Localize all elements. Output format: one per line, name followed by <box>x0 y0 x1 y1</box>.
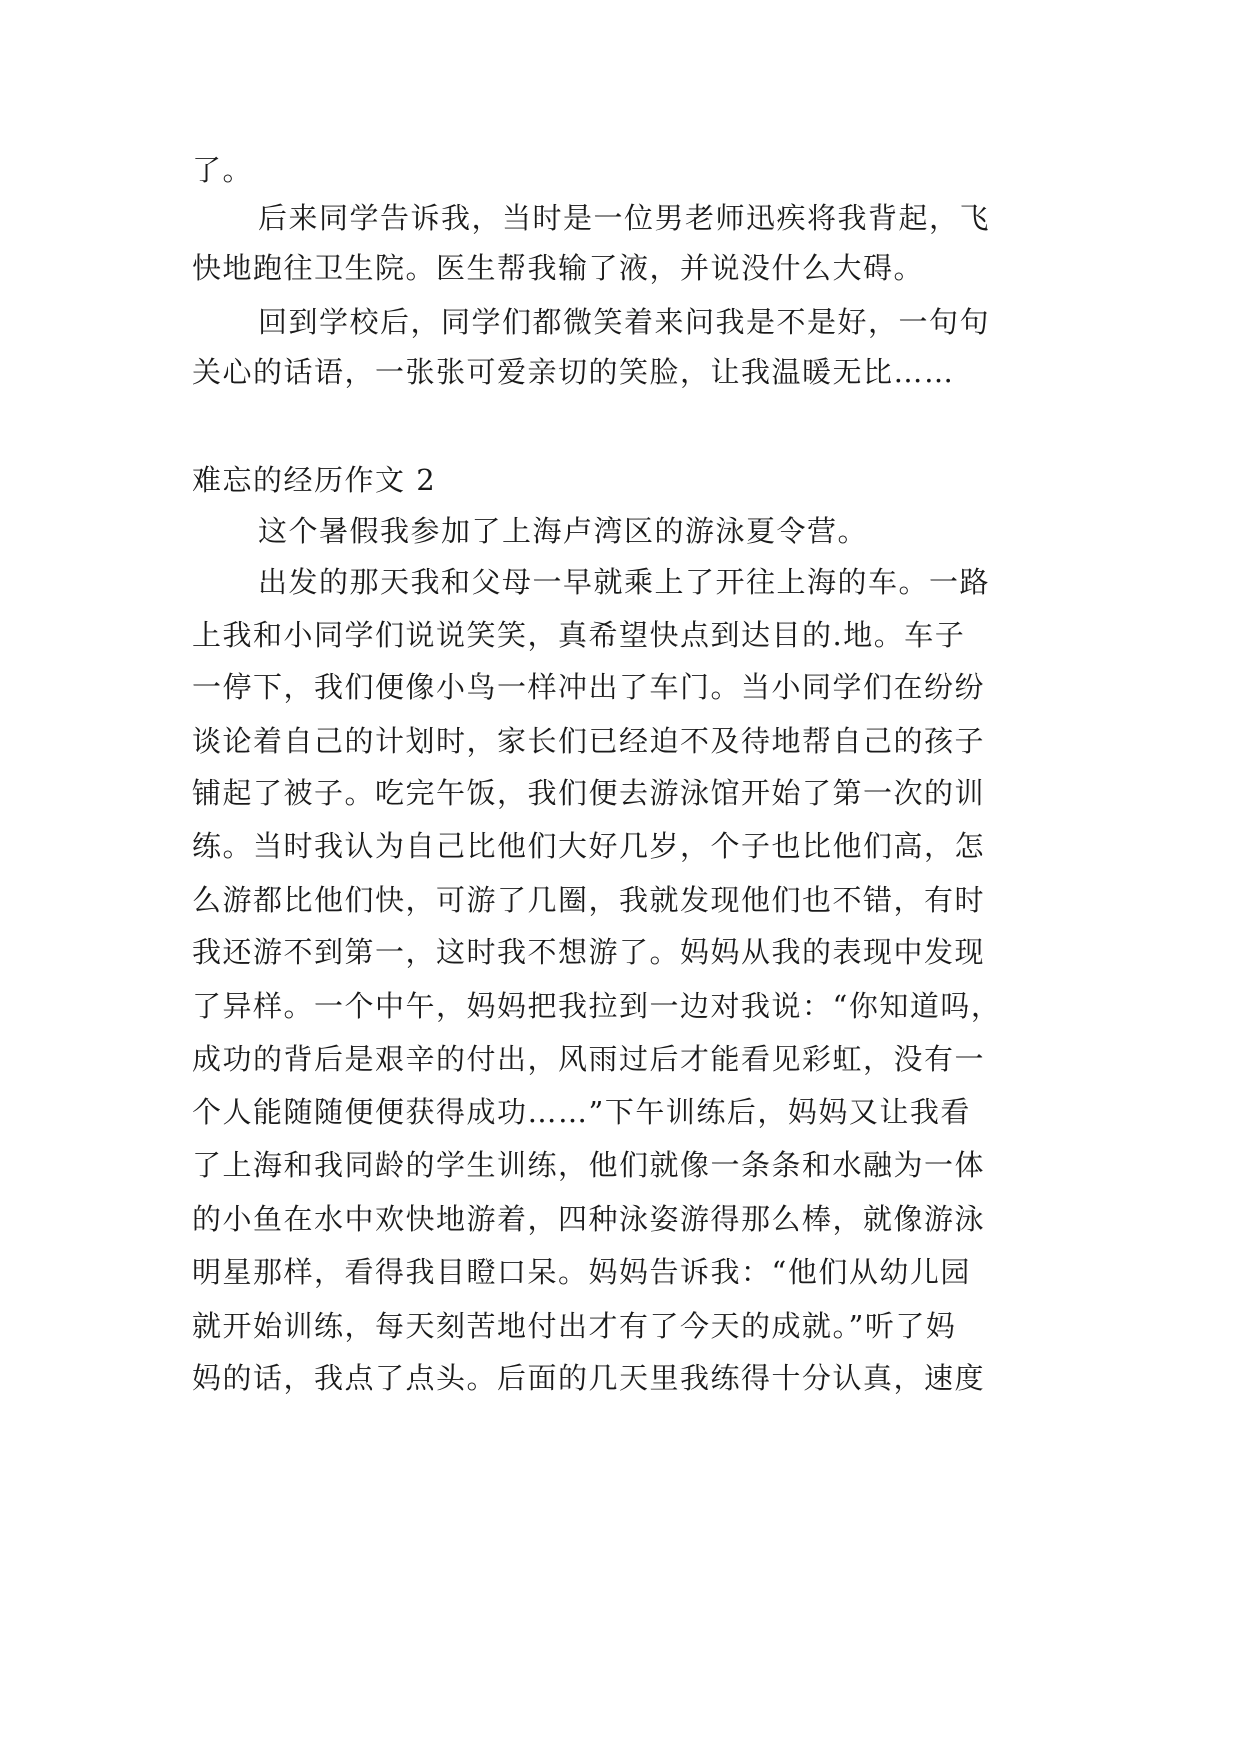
section-title: 难忘的经历作文 2 <box>192 463 437 497</box>
paragraph-line: 么游都比他们快，可游了几圈，我就发现他们也不错，有时 <box>192 883 986 917</box>
paragraph-line: 一停下，我们便像小鸟一样冲出了车门。当小同学们在纷纷 <box>192 670 986 704</box>
paragraph-line: 练。当时我认为自己比他们大好几岁，个子也比他们高，怎 <box>192 829 986 863</box>
paragraph-line: 铺起了被子。吃完午饭，我们便去游泳馆开始了第一次的训 <box>192 776 986 810</box>
paragraph-line: 这个暑假我参加了上海卢湾区的游泳夏令营。 <box>258 514 869 548</box>
paragraph-line: 关心的话语，一张张可爱亲切的笑脸，让我温暖无比…… <box>192 355 955 389</box>
paragraph-line: 了异样。一个中午，妈妈把我拉到一边对我说：“你知道吗， <box>192 989 1002 1023</box>
paragraph-line: 了。 <box>192 153 254 187</box>
paragraph-line: 明星那样，看得我目瞪口呆。妈妈告诉我：“他们从幼儿园 <box>192 1255 971 1289</box>
paragraph-line: 了上海和我同龄的学生训练，他们就像一条条和水融为一体 <box>192 1148 986 1182</box>
paragraph-line: 快地跑往卫生院。医生帮我输了液，并说没什么大碍。 <box>192 251 925 285</box>
paragraph-line: 回到学校后，同学们都微笑着来问我是不是好，一句句 <box>258 305 991 339</box>
paragraph-line: 出发的那天我和父母一早就乘上了开往上海的车。一路 <box>258 565 991 599</box>
paragraph-line: 妈的话，我点了点头。后面的几天里我练得十分认真，速度 <box>192 1361 986 1395</box>
paragraph-line: 上我和小同学们说说笑笑，真希望快点到达目的.地。车子 <box>192 618 966 652</box>
paragraph-line: 我还游不到第一，这时我不想游了。妈妈从我的表现中发现 <box>192 935 986 969</box>
paragraph-line: 后来同学告诉我，当时是一位男老师迅疾将我背起，飞 <box>258 201 991 235</box>
paragraph-line: 个人能随随便便获得成功……”下午训练后，妈妈又让我看 <box>192 1095 971 1129</box>
paragraph-line: 就开始训练，每天刻苦地付出才有了今天的成就。”听了妈 <box>192 1309 957 1343</box>
paragraph-line: 谈论着自己的计划时，家长们已经迫不及待地帮自己的孩子 <box>192 724 986 758</box>
paragraph-line: 成功的背后是艰辛的付出，风雨过后才能看见彩虹，没有一 <box>192 1042 986 1076</box>
paragraph-line: 的小鱼在水中欢快地游着，四种泳姿游得那么棒，就像游泳 <box>192 1202 986 1236</box>
